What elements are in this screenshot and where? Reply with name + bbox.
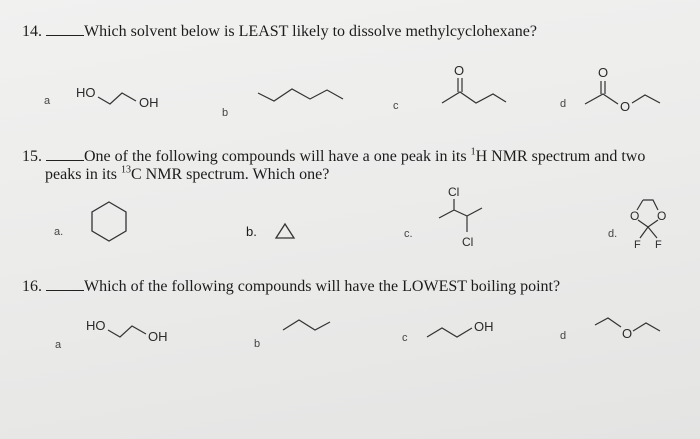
superscript: 13	[121, 164, 131, 176]
atom-label: OH	[139, 95, 159, 110]
atom-label: F	[634, 239, 641, 251]
question-number: 16.	[22, 278, 42, 295]
atom-label: Cl	[462, 235, 474, 249]
atom-label: O	[630, 209, 640, 223]
atom-label: O	[598, 65, 609, 80]
question-number: 14.	[22, 23, 42, 40]
atom-label: Cl	[448, 185, 460, 199]
option-letter: c	[393, 100, 399, 112]
option-letter: b	[222, 107, 229, 119]
option-letter: d	[560, 330, 567, 342]
option-letter: a	[44, 95, 51, 107]
atom-label: OH	[474, 319, 494, 334]
answer-blank[interactable]	[46, 146, 84, 161]
question-text: Which of the following compounds will have the LOWEST boiling point?	[84, 278, 561, 295]
question-16-prompt	[22, 276, 560, 296]
question-number: 15.	[22, 148, 42, 165]
atom-label: O	[620, 99, 631, 114]
option-letter: a	[55, 339, 62, 351]
question-text: peaks in its	[45, 166, 121, 183]
question-text: C NMR spectrum. Which one?	[131, 166, 330, 183]
question-text: H NMR spectrum and two	[475, 148, 646, 165]
atom-label: F	[655, 239, 662, 251]
atom-label: O	[622, 326, 633, 341]
atom-label: O	[454, 63, 465, 78]
option-letter: d	[560, 98, 567, 110]
option-letter: a.	[54, 226, 64, 238]
question-text: One of the following compounds will have a one peak in its	[84, 148, 471, 165]
question-15-prompt	[22, 146, 645, 166]
option-letter: b.	[246, 224, 257, 239]
atom-label: OH	[148, 329, 168, 344]
superscript: 1	[470, 146, 476, 158]
atom-label: HO	[86, 318, 106, 333]
option-letter: c.	[404, 228, 413, 240]
answer-blank[interactable]	[46, 21, 84, 36]
atom-label: O	[657, 209, 667, 223]
option-letter: d.	[608, 228, 618, 240]
option-letter: b	[254, 338, 261, 350]
option-letter: c	[402, 332, 408, 344]
question-text: Which solvent below is LEAST likely to dissolve methylcyclohexane?	[84, 23, 537, 40]
answer-blank[interactable]	[46, 276, 84, 291]
question-14-prompt	[22, 21, 537, 41]
atom-label: HO	[76, 85, 96, 100]
question-15-prompt-line2	[45, 165, 329, 184]
